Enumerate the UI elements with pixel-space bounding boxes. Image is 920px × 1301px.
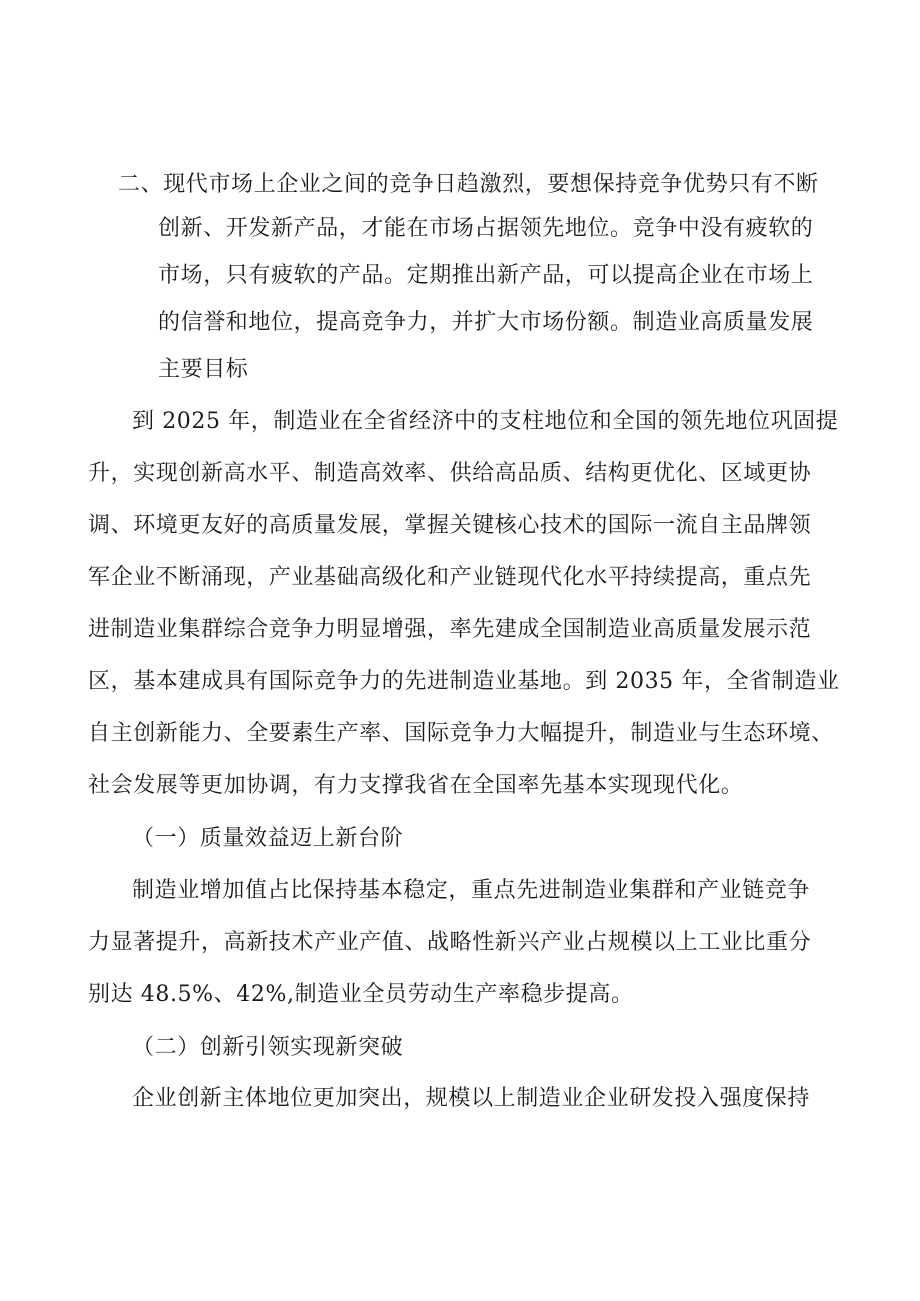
paragraph-line: 制造业增加值占比保持基本稳定，重点先进制造业集群和产业链竞争 xyxy=(132,878,811,903)
paragraph-line: 调、环境更友好的高质量发展，掌握关键核心技术的国际一流自主品牌领 xyxy=(88,513,812,538)
paragraph-line: 军企业不断涌现，产业基础高级化和产业链现代化水平持续提高，重点先 xyxy=(88,565,812,590)
subheading-quality: （一）质量效益迈上新台阶 xyxy=(132,826,404,851)
heading-line-4: 的信誉和地位，提高竞争力，并扩大市场份额。制造业高质量发展 xyxy=(158,310,814,335)
paragraph-line: 进制造业集群综合竞争力明显增强，率先建成全国制造业高质量发展示范 xyxy=(88,617,812,642)
paragraph-line: 区，基本建成具有国际竞争力的先进制造业基地。到 2035 年，全省制造业 xyxy=(88,669,840,694)
paragraph-line: 企业创新主体地位更加突出，规模以上制造业企业研发投入强度保持 xyxy=(132,1086,811,1111)
subheading-innovation: （二）创新引领实现新突破 xyxy=(132,1035,404,1060)
heading-line-2: 创新、开发新产品，才能在市场占据领先地位。竞争中没有疲软的 xyxy=(158,216,814,241)
paragraph-line: 社会发展等更加协调，有力支撑我省在全国率先基本实现现代化。 xyxy=(88,773,744,798)
heading-line-3: 市场，只有疲软的产品。定期推出新产品，可以提高企业在市场上 xyxy=(158,263,814,288)
paragraph-line: 升，实现创新高水平、制造高效率、供给高品质、结构更优化、区域更协 xyxy=(88,461,812,486)
paragraph-line: 别达 48.5%、42%,制造业全员劳动生产率稳步提高。 xyxy=(88,982,634,1007)
heading-line-1: 二、现代市场上企业之间的竞争日趋激烈，要想保持竞争优势只有不断 xyxy=(118,172,819,197)
paragraph-line: 力显著提升，高新技术产业产值、战略性新兴产业占规模以上工业比重分 xyxy=(88,930,812,955)
paragraph-line: 到 2025 年，制造业在全省经济中的支柱地位和全国的领先地位巩固提 xyxy=(132,409,839,434)
heading-line-5: 主要目标 xyxy=(158,357,249,382)
paragraph-line: 自主创新能力、全要素生产率、国际竞争力大幅提升，制造业与生态环境、 xyxy=(88,721,834,746)
